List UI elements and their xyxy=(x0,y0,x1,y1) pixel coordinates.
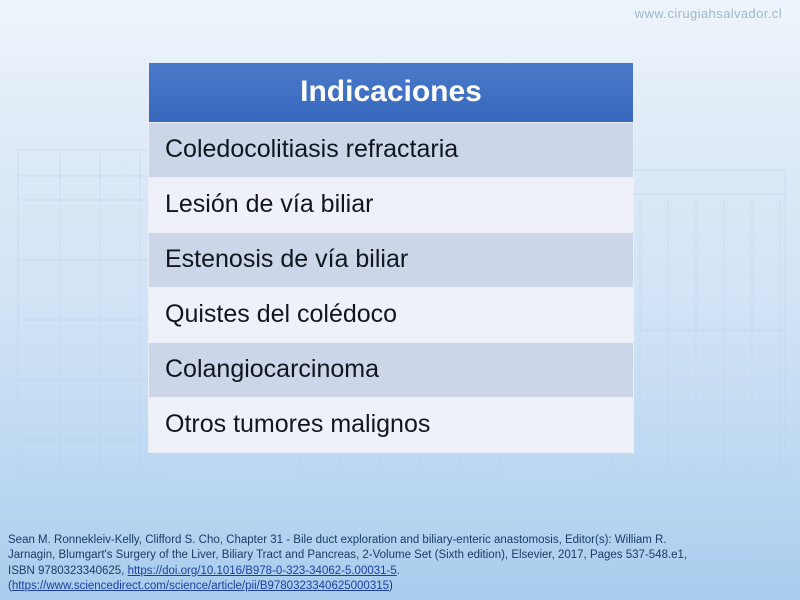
citation-period: . xyxy=(396,564,400,577)
doi-link[interactable]: https://doi.org/10.1016/B978-0-323-34062-5.00031-5 xyxy=(127,564,397,577)
sciencedirect-link[interactable]: https://www.sciencedirect.com/science/article/pii/B9780323340625000315 xyxy=(11,579,390,592)
table-row: Quistes del colédoco xyxy=(148,288,634,343)
citation-line-4 xyxy=(8,579,792,594)
indications-table xyxy=(148,62,634,453)
table-row: Otros tumores malignos xyxy=(148,398,634,453)
paren-open: ( xyxy=(8,579,12,592)
citation-line-3 xyxy=(8,564,792,579)
table-row: Coledocolitiasis refractaria xyxy=(148,123,634,178)
citation-line-1: Sean M. Ronnekleiv-Kelly, Clifford S. Cho, Chapter 31 - Bile duct exploration and biliary-enteric anastomosis, Editor(s): William R. xyxy=(8,534,667,547)
table-row: Lesión de vía biliar xyxy=(148,178,634,233)
citation-block xyxy=(8,533,792,594)
site-url-watermark: www.cirugiahsalvador.cl xyxy=(634,6,782,21)
paren-close: ) xyxy=(389,579,393,592)
table-header-title: Indicaciones xyxy=(148,62,634,123)
table-row: Colangiocarcinoma xyxy=(148,343,634,398)
citation-isbn: ISBN 9780323340625, xyxy=(8,564,128,577)
citation-line-2: Jarnagin, Blumgart's Surgery of the Liver, Biliary Tract and Pancreas, 2-Volume Set (Sixth edition), Elsevier, 2017, Pages 537-548.e1, xyxy=(8,549,688,562)
table-row: Estenosis de vía biliar xyxy=(148,233,634,288)
